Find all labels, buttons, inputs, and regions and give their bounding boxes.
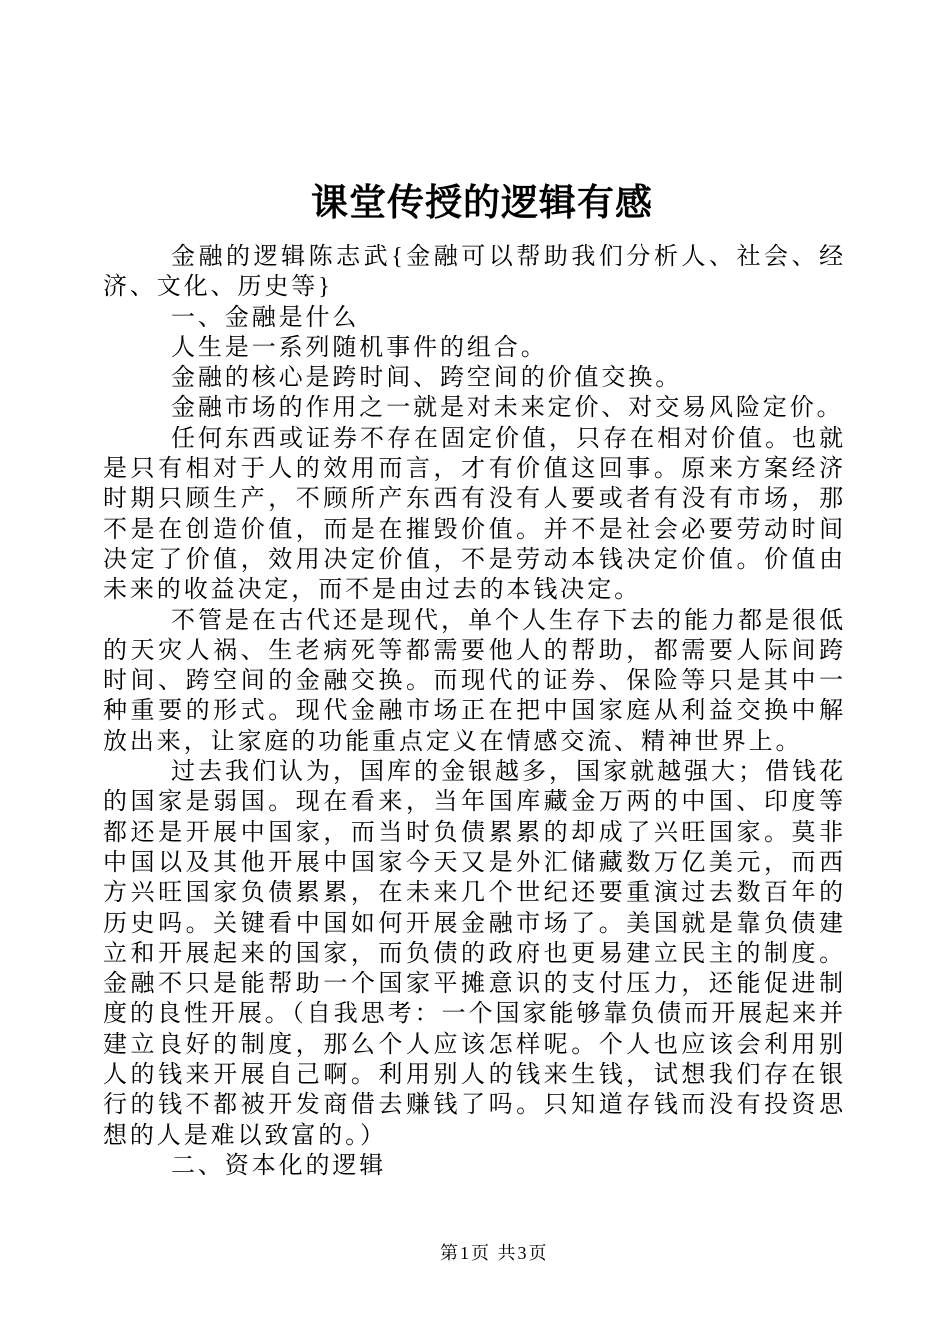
paragraph: 不管是在古代还是现代，单个人生存下去的能力都是很低的天灾人祸、生老病死等都需要他人的帮助，都需要人际间跨时间、跨空间的金融交换。而现代的证券、保险等只是其中一种重要的形式。现代金融市场正在把中国家庭从利益交换中解放出来，让家庭的功能重点定义在情感交流、精神世界上。 bbox=[103, 607, 846, 755]
document-body bbox=[103, 242, 846, 1181]
paragraph: 金融的核心是跨时间、跨空间的价值交换。 bbox=[171, 365, 683, 392]
paragraph: 任何东西或证券不存在固定价值，只存在相对价值。也就是只有相对于人的效用而言，才有价值这回事。原来方案经济时期只顾生产，不顾所产东西有没有人要或者有没有市场，那不是在创造价值，而是在摧毁价值。并不是社会必要劳动时间决定了价值，效用决定价值，不是劳动本钱决定价值。价值由未来的收益决定，而不是由过去的本钱决定。 bbox=[103, 425, 846, 604]
page-number-text: 第1页 共3页 bbox=[440, 1243, 549, 1263]
paragraph: 金融的逻辑陈志武{金融可以帮助我们分析人、社会、经济、文化、历史等} bbox=[103, 244, 846, 301]
paragraph: 二、资本化的逻辑 bbox=[171, 1152, 387, 1179]
document-title: 课堂传授的逻辑有感 bbox=[311, 183, 653, 224]
paragraph: 人生是一系列随机事件的组合。 bbox=[171, 334, 548, 361]
paragraph: 金融市场的作用之一就是对未来定价、对交易风险定价。 bbox=[171, 395, 844, 422]
paragraph: 过去我们认为，国库的金银越多，国家就越强大；借钱花的国家是弱国。现在看来，当年国库藏金万两的中国、印度等都还是开展中国家，而当时负债累累的却成了兴旺国家。莫非中国以及其他开展中国家今天又是外汇储藏数万亿美元，而西方兴旺国家负债累累，在未来几个世纪还要重演过去数百年的历史吗。关键看中国如何开展金融市场了。美国就是靠负债建立和开展起来的国家，而负债的政府也更易建立民主的制度。金融不只是能帮助一个国家平摊意识的支付压力，还能促进制度的良性开展。（自我思考：一个国家能够靠负债而开展起来并建立良好的制度，那么个人应该怎样呢。个人也应该会利用别人的钱来开展自己啊。利用别人的钱来生钱，试想我们存在银行的钱不都被开发商借去赚钱了吗。只知道存钱而没有投资思想的人是难以致富的。） bbox=[103, 759, 846, 1149]
page-footer bbox=[440, 1242, 549, 1264]
paragraph: 一、金融是什么 bbox=[171, 304, 360, 331]
